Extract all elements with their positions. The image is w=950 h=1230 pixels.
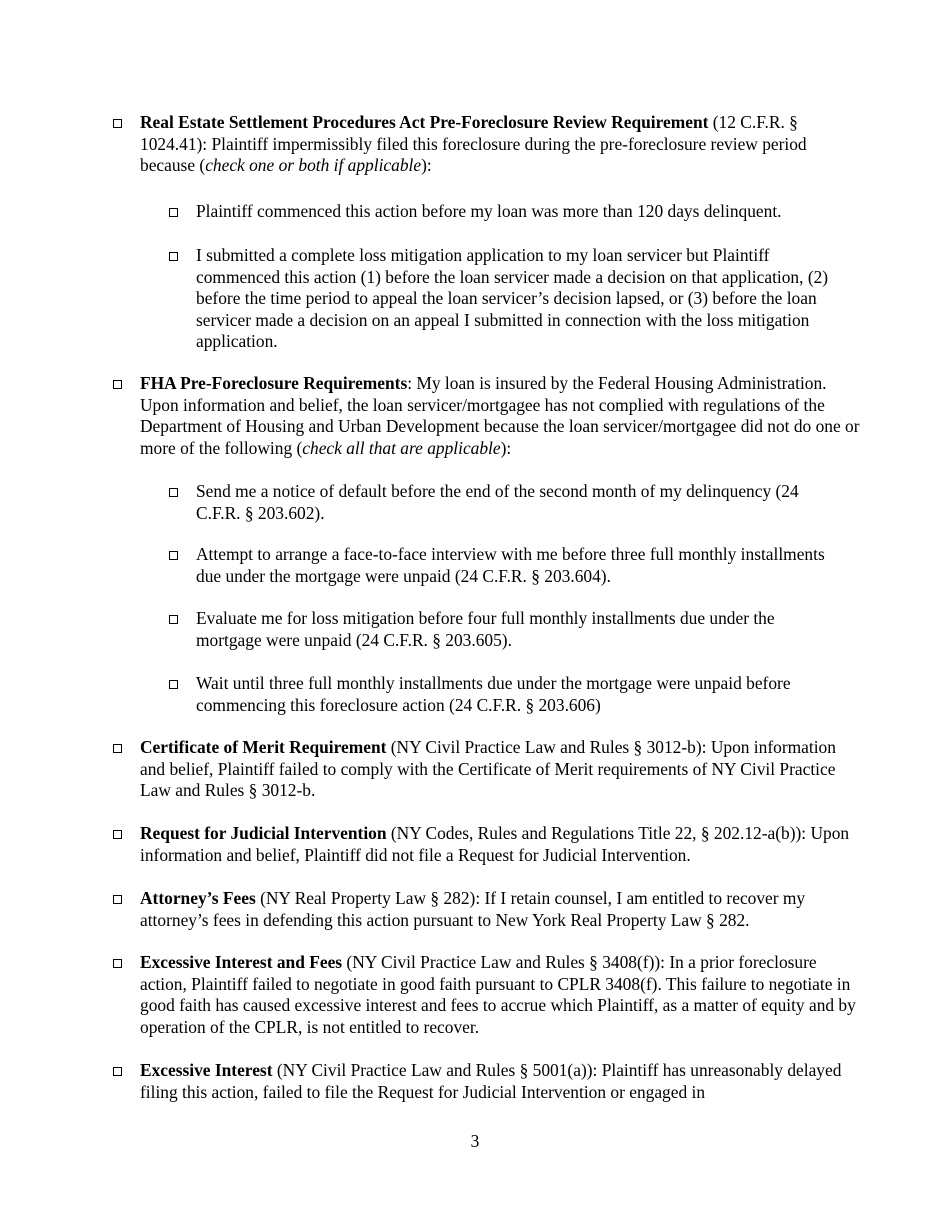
checkbox-respa[interactable] [113,119,122,128]
sub-fha-3 [196,608,842,651]
sub-respa-1 [196,201,842,223]
defense-respa [140,112,860,177]
text-fees: (NY Real Property Law § 282): If I retain counsel, I am entitled to recover my attorney’s fees in defending this action pursuant to New York Real Property Law § 282. [140,888,806,930]
checkbox-respa-2[interactable] [169,252,178,261]
defense-excessive-interest [140,1060,860,1103]
text-excessive-fees: (NY Civil Practice Law and Rules § 3408(f)): In a prior foreclosure action, Plaintiff failed to negotiate in good faith pursuant to CPLR 3408(f). This failure to negotiate in good faith has caused excessive interest and fees to accrue which Plaintiff, as a matter of equity and by operation of the CPLR, is not entitled to recover. [140,952,856,1037]
text-merit: (NY Civil Practice Law and Rules § 3012-b): Upon information and belief, Plaintiff failed to comply with the Certificate of Merit requirements of NY Civil Practice Law and Rules § 3012-b. [140,737,836,801]
checkbox-rji[interactable] [113,830,122,839]
italic-fha: check all that are applicable [302,437,501,458]
checkbox-fha-1[interactable] [169,488,178,497]
sub-respa-2 [196,245,842,353]
sub-fha-1 [196,481,842,524]
italic-respa: check one or both if applicable [205,155,422,176]
checkbox-merit[interactable] [113,744,122,753]
text-fha-end: ): [500,437,512,458]
heading-fees: Attorney’s Fees [140,888,256,908]
heading-fha: FHA Pre-Foreclosure Requirements [140,373,408,393]
checkbox-fha-2[interactable] [169,551,178,560]
text-fha-3: Evaluate me for loss mitigation before four full monthly installments due under the mortgage were unpaid (24 C.F.R. § 203.605). [196,608,775,650]
text-respa: (12 C.F.R. § 1024.41): Plaintiff impermissibly filed this foreclosure during the pre-foreclosure review period because ( [140,112,807,176]
defense-rji [140,823,860,866]
defense-merit [140,737,860,802]
checkbox-fees[interactable] [113,895,122,904]
text-rji: (NY Codes, Rules and Regulations Title 22, § 202.12-a(b)): Upon information and belief, Plaintiff did not file a Request for Judicial Intervention. [140,823,850,865]
page-number: 3 [470,1131,480,1151]
text-excessive-interest: (NY Civil Practice Law and Rules § 5001(a)): Plaintiff has unreasonably delayed filing this action, failed to file the Request for Judicial Intervention or engaged in [140,1060,842,1102]
text-respa-1: Plaintiff commenced this action before my loan was more than 120 days delinquent. [196,201,782,221]
text-respa-end: ): [421,155,432,176]
sub-fha-2 [196,544,842,587]
text-fha-1: Send me a notice of default before the end of the second month of my delinquency (24 C.F.R. § 203.602). [196,481,799,523]
checkbox-respa-1[interactable] [169,208,178,217]
checkbox-excessive-fees[interactable] [113,959,122,968]
heading-rji: Request for Judicial Intervention [140,823,387,843]
heading-excessive-interest: Excessive Interest [140,1060,273,1080]
heading-respa: Real Estate Settlement Procedures Act Pre-Foreclosure Review Requirement [140,112,709,132]
defense-excessive-fees [140,952,860,1038]
checkbox-fha[interactable] [113,380,122,389]
text-fha-2: Attempt to arrange a face-to-face interview with me before three full monthly installments due under the mortgage were unpaid (24 C.F.R. § 203.604). [196,544,825,586]
defense-fha [140,373,860,459]
defense-fees [140,888,860,931]
heading-excessive-fees: Excessive Interest and Fees [140,952,343,972]
text-fha-4: Wait until three full monthly installments due under the mortgage were unpaid before commencing this foreclosure action (24 C.F.R. § 203.606) [196,673,791,715]
checkbox-excessive-interest[interactable] [113,1067,122,1076]
sub-fha-4 [196,673,842,716]
checkbox-fha-3[interactable] [169,615,178,624]
text-respa-2: I submitted a complete loss mitigation application to my loan servicer but Plaintiff commenced this action (1) before the loan servicer made a decision on that application, (2) before the time period to appeal the loan servicer’s decision lapsed, or (3) before the loan servicer made a decision on an appeal I submitted in connection with the loss mitigation application. [196,245,829,352]
heading-merit: Certificate of Merit Requirement [140,737,387,757]
checkbox-fha-4[interactable] [169,680,178,689]
text-fha: : My loan is insured by the Federal Housing Administration. Upon information and belief, the loan servicer/mortgagee has not complied with regulations of the Department of Housing and Urban Development because the loan servicer/mortgagee did not do one or more of the following ( [140,373,860,458]
